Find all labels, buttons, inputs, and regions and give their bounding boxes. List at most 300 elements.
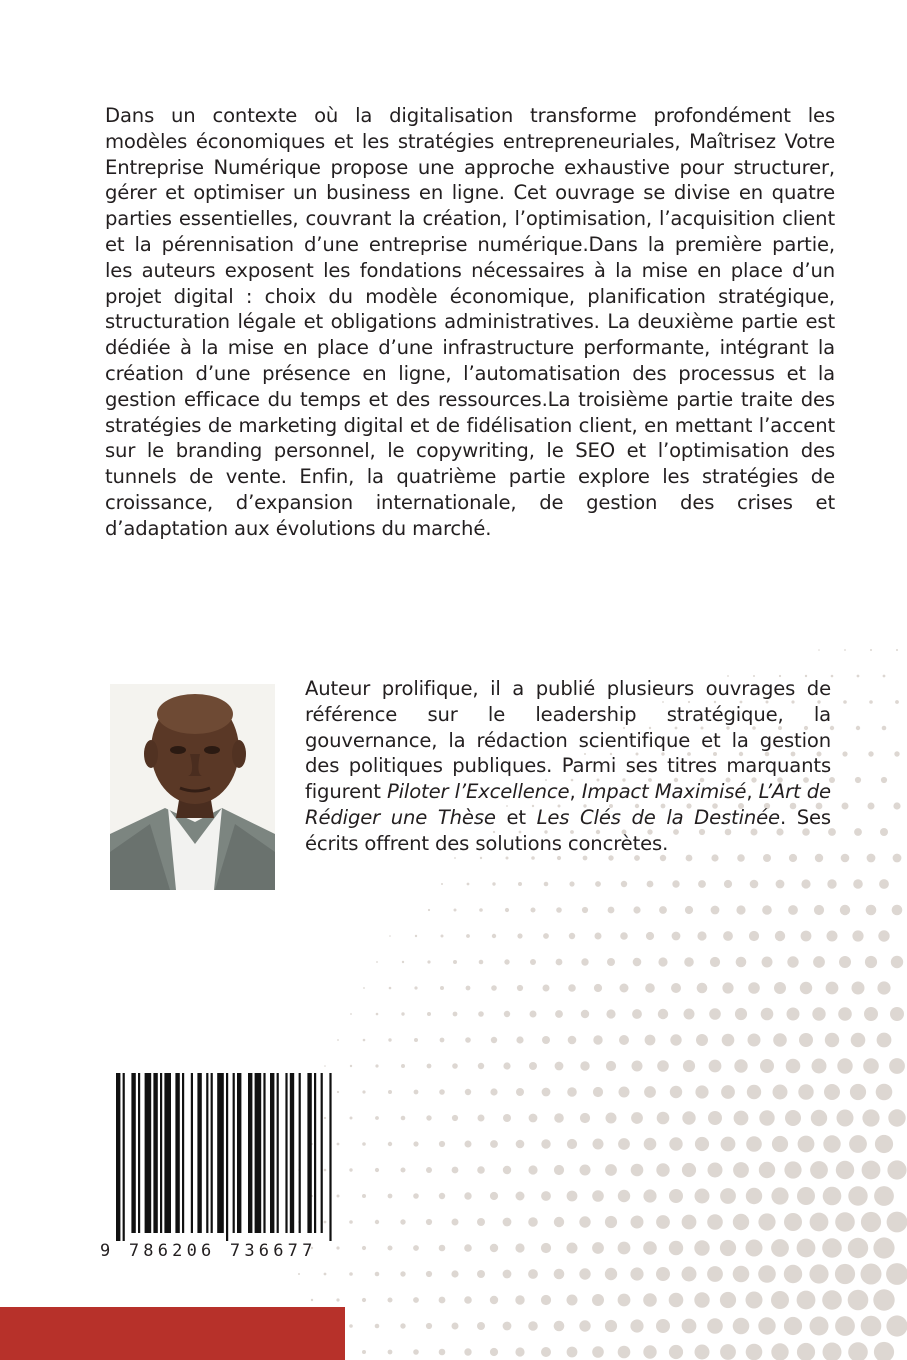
pattern-dot xyxy=(375,1064,378,1067)
pattern-dot xyxy=(849,1135,867,1153)
pattern-dot xyxy=(568,984,576,992)
pattern-dot xyxy=(801,879,810,888)
pattern-dot xyxy=(556,907,562,913)
author-bio-text: Auteur prolifique, il a publié plusieurs ouvrages de référence sur le leadership stratégique, la gouvernance, la rédaction scientifique et la gestion des politiques publiques. Parmi ses titres marquants figurent xyxy=(305,677,831,804)
pattern-dot xyxy=(867,854,876,863)
pattern-dot xyxy=(633,958,642,967)
pattern-dot xyxy=(441,935,444,938)
pattern-dot xyxy=(426,1219,432,1225)
pattern-dot xyxy=(643,1189,656,1202)
pattern-dot xyxy=(656,1319,670,1333)
barcode-bar xyxy=(314,1073,316,1233)
pattern-dot xyxy=(529,1114,538,1123)
pattern-dot xyxy=(644,1138,657,1151)
pattern-dot xyxy=(873,1289,894,1310)
pattern-dot xyxy=(389,935,391,937)
pattern-dot xyxy=(492,934,496,938)
pattern-dot xyxy=(592,1346,604,1358)
title-separator: , xyxy=(746,780,759,804)
pattern-dot xyxy=(630,1319,643,1332)
pattern-dot xyxy=(774,982,786,994)
pattern-dot xyxy=(363,987,365,989)
pattern-dot xyxy=(492,882,495,885)
pattern-dot xyxy=(695,1137,709,1151)
barcode-bar xyxy=(175,1073,179,1233)
pattern-dot xyxy=(516,1140,525,1149)
pattern-dot xyxy=(656,1163,669,1176)
pattern-dot xyxy=(541,1347,551,1357)
pattern-dot xyxy=(491,985,497,991)
pattern-dot xyxy=(801,931,812,942)
pattern-dot xyxy=(720,1292,736,1308)
pattern-dot xyxy=(862,1161,881,1180)
pattern-dot xyxy=(427,1064,432,1069)
pattern-dot xyxy=(887,1160,906,1179)
pattern-dot xyxy=(736,905,745,914)
pattern-dot xyxy=(630,1267,643,1280)
pattern-dot xyxy=(733,1266,750,1283)
pattern-dot xyxy=(336,1298,339,1301)
pattern-dot xyxy=(683,1060,695,1072)
pattern-dot xyxy=(822,1290,842,1310)
pattern-dot xyxy=(631,1216,644,1229)
pattern-dot xyxy=(762,957,773,968)
pattern-dot xyxy=(733,1162,749,1178)
pattern-dot xyxy=(864,1007,878,1021)
pattern-dot xyxy=(659,906,667,914)
pattern-dot xyxy=(647,881,654,888)
pattern-dot xyxy=(771,1239,789,1257)
pattern-dot xyxy=(595,933,602,940)
pattern-dot xyxy=(414,986,417,989)
pattern-dot xyxy=(555,1010,563,1018)
pattern-dot xyxy=(748,1034,761,1047)
pattern-dot xyxy=(503,1166,511,1174)
pattern-dot xyxy=(798,1084,813,1099)
pattern-dot xyxy=(515,1347,524,1356)
pattern-dot xyxy=(761,1008,774,1021)
book-title-cles: Les Clés de la Destinée xyxy=(536,805,780,829)
pattern-dot xyxy=(567,1295,578,1306)
pattern-dot xyxy=(528,1321,538,1331)
pattern-dot xyxy=(349,1324,353,1328)
pattern-dot xyxy=(843,700,847,704)
pattern-dot xyxy=(881,777,887,783)
pattern-dot xyxy=(850,1084,866,1100)
pattern-dot xyxy=(543,933,549,939)
pattern-dot xyxy=(440,1038,445,1043)
pattern-dot xyxy=(388,1038,391,1041)
pattern-dot xyxy=(842,751,847,756)
pattern-dot xyxy=(569,881,574,886)
barcode-bar xyxy=(263,1073,265,1233)
pattern-dot xyxy=(709,1008,721,1020)
pattern-dot xyxy=(464,1296,472,1304)
barcode-bar xyxy=(277,1073,279,1233)
pattern-dot xyxy=(784,1213,802,1231)
pattern-dot xyxy=(823,1135,840,1152)
pattern-dot xyxy=(721,1137,736,1152)
pattern-dot xyxy=(618,1242,631,1255)
pattern-dot xyxy=(620,984,629,993)
pattern-dot xyxy=(852,930,863,941)
pattern-dot xyxy=(892,905,903,916)
pattern-dot xyxy=(812,1007,825,1020)
barcode-bar xyxy=(206,1073,208,1233)
pattern-dot xyxy=(426,1167,432,1173)
pattern-dot xyxy=(786,1059,801,1074)
barcode-bar xyxy=(329,1073,331,1241)
pattern-dot xyxy=(413,1297,419,1303)
pattern-dot xyxy=(530,1011,537,1018)
barcode-bars xyxy=(100,1073,420,1241)
pattern-dot xyxy=(669,1293,684,1308)
pattern-dot xyxy=(848,1342,868,1360)
title-separator: , xyxy=(569,780,582,804)
pattern-dot xyxy=(605,1268,617,1280)
pattern-dot xyxy=(375,1272,380,1277)
pattern-dot xyxy=(633,906,640,913)
pattern-dot xyxy=(848,1290,869,1311)
pattern-dot xyxy=(554,1269,565,1280)
pattern-dot xyxy=(771,1343,788,1360)
pattern-dot xyxy=(362,1298,366,1302)
pattern-dot xyxy=(465,1089,471,1095)
pattern-dot xyxy=(684,957,694,967)
pattern-dot xyxy=(886,1315,907,1336)
author-bio-closing: . Ses écrits offrent des solutions concrètes. xyxy=(305,805,831,855)
pattern-dot xyxy=(401,1064,405,1068)
pattern-dot xyxy=(400,1323,405,1328)
pattern-dot xyxy=(746,1344,763,1360)
pattern-dot xyxy=(478,1115,485,1122)
pattern-dot xyxy=(593,1139,604,1150)
pattern-dot xyxy=(721,1085,735,1099)
pattern-dot xyxy=(618,1294,631,1307)
pattern-dot xyxy=(491,1037,497,1043)
pattern-dot xyxy=(882,726,887,731)
pattern-dot xyxy=(841,854,850,863)
pattern-dot xyxy=(851,1033,866,1048)
pattern-dot xyxy=(837,1058,852,1073)
pattern-dot xyxy=(517,933,522,938)
pattern-dot xyxy=(529,1062,537,1070)
pattern-dot xyxy=(861,1264,882,1285)
pattern-dot xyxy=(592,1294,604,1306)
pattern-dot xyxy=(724,880,732,888)
pattern-dot xyxy=(891,956,903,968)
pattern-dot xyxy=(670,1086,682,1098)
pattern-dot xyxy=(567,1347,578,1358)
pattern-dot xyxy=(426,1271,432,1277)
pattern-dot xyxy=(440,986,444,990)
pattern-dot xyxy=(818,649,820,651)
barcode-bar xyxy=(321,1073,323,1233)
title-separator: et xyxy=(495,805,537,829)
pattern-dot xyxy=(464,1244,472,1252)
pattern-dot xyxy=(893,854,902,863)
pattern-dot xyxy=(707,1214,723,1230)
barcode-bar xyxy=(255,1073,262,1233)
pattern-dot xyxy=(477,1270,485,1278)
pattern-dot xyxy=(504,959,509,964)
pattern-dot xyxy=(581,958,588,965)
pattern-dot xyxy=(567,1087,577,1097)
pattern-dot xyxy=(873,1237,894,1258)
pattern-dot xyxy=(773,1033,787,1047)
pattern-dot xyxy=(839,956,851,968)
pattern-dot xyxy=(605,1164,617,1176)
pattern-dot xyxy=(580,1165,591,1176)
pattern-dot xyxy=(798,1136,815,1153)
pattern-dot xyxy=(517,985,523,991)
barcode-bar xyxy=(164,1073,171,1233)
pattern-dot xyxy=(466,986,471,991)
pattern-dot xyxy=(531,856,535,860)
pattern-dot xyxy=(554,1165,564,1175)
pattern-dot xyxy=(528,1269,538,1279)
pattern-dot xyxy=(733,1214,749,1230)
book-title-art: L’Art de Rédiger une Thèse xyxy=(305,780,831,829)
pattern-dot xyxy=(480,857,482,859)
pattern-dot xyxy=(426,1323,432,1329)
pattern-dot xyxy=(824,1084,840,1100)
pattern-dot xyxy=(490,1088,497,1095)
pattern-dot xyxy=(772,1136,788,1152)
pattern-dot xyxy=(823,1187,842,1206)
barcode-bar xyxy=(237,1073,241,1233)
barcode-bar xyxy=(197,1073,201,1233)
pattern-dot xyxy=(656,1215,670,1229)
pattern-dot xyxy=(556,959,563,966)
pattern-dot xyxy=(606,1009,615,1018)
pattern-dot xyxy=(669,1241,683,1255)
pattern-dot xyxy=(579,1216,590,1227)
pattern-dot xyxy=(838,1007,852,1021)
pattern-dot xyxy=(567,1191,578,1202)
pattern-dot xyxy=(861,1212,881,1232)
pattern-dot xyxy=(619,1035,629,1045)
pattern-dot xyxy=(618,1190,630,1202)
pattern-dot xyxy=(452,1167,459,1174)
pattern-dot xyxy=(695,1345,710,1360)
pattern-dot xyxy=(490,1192,498,1200)
pattern-dot xyxy=(827,879,836,888)
pattern-dot xyxy=(567,1243,578,1254)
pattern-dot xyxy=(439,1193,445,1199)
pattern-dot xyxy=(857,675,860,678)
pattern-dot xyxy=(799,1033,813,1047)
pattern-dot xyxy=(579,1320,590,1331)
pattern-dot xyxy=(568,1036,577,1045)
pattern-dot xyxy=(645,983,655,993)
barcode-bar xyxy=(233,1073,235,1233)
pattern-dot xyxy=(490,1296,498,1304)
barcode-bar xyxy=(211,1073,213,1233)
pattern-dot xyxy=(376,961,378,963)
pattern-dot xyxy=(758,1317,775,1334)
pattern-dot xyxy=(853,879,863,889)
pattern-dot xyxy=(608,907,615,914)
pattern-dot xyxy=(788,905,798,915)
pattern-dot xyxy=(428,909,430,911)
pattern-dot xyxy=(466,934,470,938)
pattern-dot xyxy=(580,1113,590,1123)
pattern-dot xyxy=(439,1245,446,1252)
pattern-dot xyxy=(883,675,886,678)
pattern-dot xyxy=(711,906,720,915)
barcode-bar xyxy=(285,1073,287,1233)
pattern-dot xyxy=(388,1298,393,1303)
pattern-dot xyxy=(734,1059,747,1072)
pattern-dot xyxy=(874,1186,894,1206)
pattern-dot xyxy=(669,1345,683,1359)
pattern-dot xyxy=(877,981,890,994)
pattern-dot xyxy=(582,907,588,913)
pattern-dot xyxy=(848,1238,868,1258)
pattern-dot xyxy=(746,1240,763,1257)
pattern-dot xyxy=(890,1007,904,1021)
pattern-dot xyxy=(465,1141,472,1148)
pattern-dot xyxy=(401,1012,404,1015)
pattern-dot xyxy=(697,983,708,994)
pattern-dot xyxy=(685,906,693,914)
pattern-dot xyxy=(503,1322,512,1331)
pattern-dot xyxy=(467,883,470,886)
book-title-impact: Impact Maximisé xyxy=(581,780,747,804)
pattern-dot xyxy=(812,1059,827,1074)
pattern-dot xyxy=(618,1346,631,1359)
pattern-dot xyxy=(822,1238,842,1258)
pattern-dot xyxy=(503,1114,511,1122)
pattern-dot xyxy=(866,905,877,916)
pattern-dot xyxy=(554,1321,565,1332)
pattern-dot xyxy=(695,1189,710,1204)
pattern-dot xyxy=(464,1348,471,1355)
pattern-dot xyxy=(868,803,875,810)
pattern-dot xyxy=(554,1217,564,1227)
pattern-dot xyxy=(621,881,627,887)
pattern-dot xyxy=(452,1115,458,1121)
pattern-dot xyxy=(350,1013,352,1015)
pattern-dot xyxy=(477,1218,485,1226)
pattern-dot xyxy=(530,959,536,965)
pattern-dot xyxy=(555,1062,564,1071)
pattern-dot xyxy=(606,1113,617,1124)
pattern-dot xyxy=(823,1343,842,1360)
pattern-dot xyxy=(658,957,667,966)
pattern-dot xyxy=(811,1110,827,1126)
barcode-bar xyxy=(138,1073,140,1233)
pattern-dot xyxy=(750,880,759,889)
pattern-dot xyxy=(349,1272,353,1276)
pattern-dot xyxy=(441,883,443,885)
pattern-dot xyxy=(427,960,430,963)
pattern-dot xyxy=(771,1187,788,1204)
pattern-dot xyxy=(682,1163,696,1177)
pattern-dot xyxy=(682,1267,697,1282)
pattern-dot xyxy=(618,1138,630,1150)
pattern-dot xyxy=(554,1113,564,1123)
pattern-dot xyxy=(402,961,404,963)
pattern-dot xyxy=(631,1112,643,1124)
pattern-dot xyxy=(874,1342,894,1360)
pattern-dot xyxy=(682,1319,697,1334)
pattern-dot xyxy=(760,1059,774,1073)
pattern-dot xyxy=(749,931,759,941)
pattern-dot xyxy=(855,777,861,783)
pattern-dot xyxy=(518,882,522,886)
pattern-dot xyxy=(644,1086,656,1098)
pattern-dot xyxy=(515,1295,524,1304)
pattern-dot xyxy=(645,1035,656,1046)
pattern-dot xyxy=(595,881,601,887)
barcode-bar xyxy=(160,1073,162,1233)
pattern-dot xyxy=(503,1062,510,1069)
pattern-dot xyxy=(464,1192,471,1199)
pattern-dot xyxy=(620,932,628,940)
pattern-dot xyxy=(708,1111,722,1125)
pattern-dot xyxy=(632,1009,642,1019)
pattern-dot xyxy=(324,1273,327,1276)
pattern-dot xyxy=(541,1243,551,1253)
pattern-dot xyxy=(708,1163,723,1178)
pattern-dot xyxy=(643,1293,657,1307)
pattern-dot xyxy=(758,1265,776,1283)
pattern-dot xyxy=(771,1291,789,1309)
pattern-dot xyxy=(747,1085,761,1099)
pattern-dot xyxy=(784,1161,801,1178)
barcode-bar xyxy=(123,1073,125,1241)
pattern-dot xyxy=(887,1212,907,1233)
pattern-dot xyxy=(528,1217,538,1227)
pattern-dot xyxy=(541,1139,550,1148)
pattern-dot xyxy=(528,1165,537,1174)
pattern-dot xyxy=(697,931,706,940)
pattern-dot xyxy=(580,1061,589,1070)
pattern-dot xyxy=(567,1139,577,1149)
pattern-dot xyxy=(516,1192,525,1201)
pattern-dot xyxy=(876,1084,893,1101)
pattern-dot xyxy=(414,1038,418,1042)
author-photo xyxy=(110,684,275,890)
pattern-dot xyxy=(490,1140,498,1148)
pattern-dot xyxy=(787,1008,800,1021)
pattern-dot xyxy=(810,1213,829,1232)
author-bio xyxy=(305,676,831,857)
pattern-dot xyxy=(607,958,615,966)
pattern-dot xyxy=(722,1034,735,1047)
pattern-dot xyxy=(531,908,536,913)
pattern-dot xyxy=(542,1088,551,1097)
pattern-dot xyxy=(579,1268,590,1279)
pattern-dot xyxy=(643,1241,657,1255)
pattern-dot xyxy=(454,857,456,859)
pattern-dot xyxy=(658,1009,668,1019)
pattern-dot xyxy=(879,879,889,889)
pattern-dot xyxy=(758,1213,775,1230)
barcode-bar xyxy=(217,1073,224,1233)
pattern-dot xyxy=(800,982,812,994)
pattern-dot xyxy=(389,987,392,990)
pattern-dot xyxy=(880,828,888,836)
pattern-dot xyxy=(848,1186,867,1205)
pattern-dot xyxy=(865,956,877,968)
pattern-dot xyxy=(452,1323,459,1330)
barcode-bar xyxy=(290,1073,294,1233)
pattern-dot xyxy=(669,1137,682,1150)
pattern-dot xyxy=(723,931,733,941)
